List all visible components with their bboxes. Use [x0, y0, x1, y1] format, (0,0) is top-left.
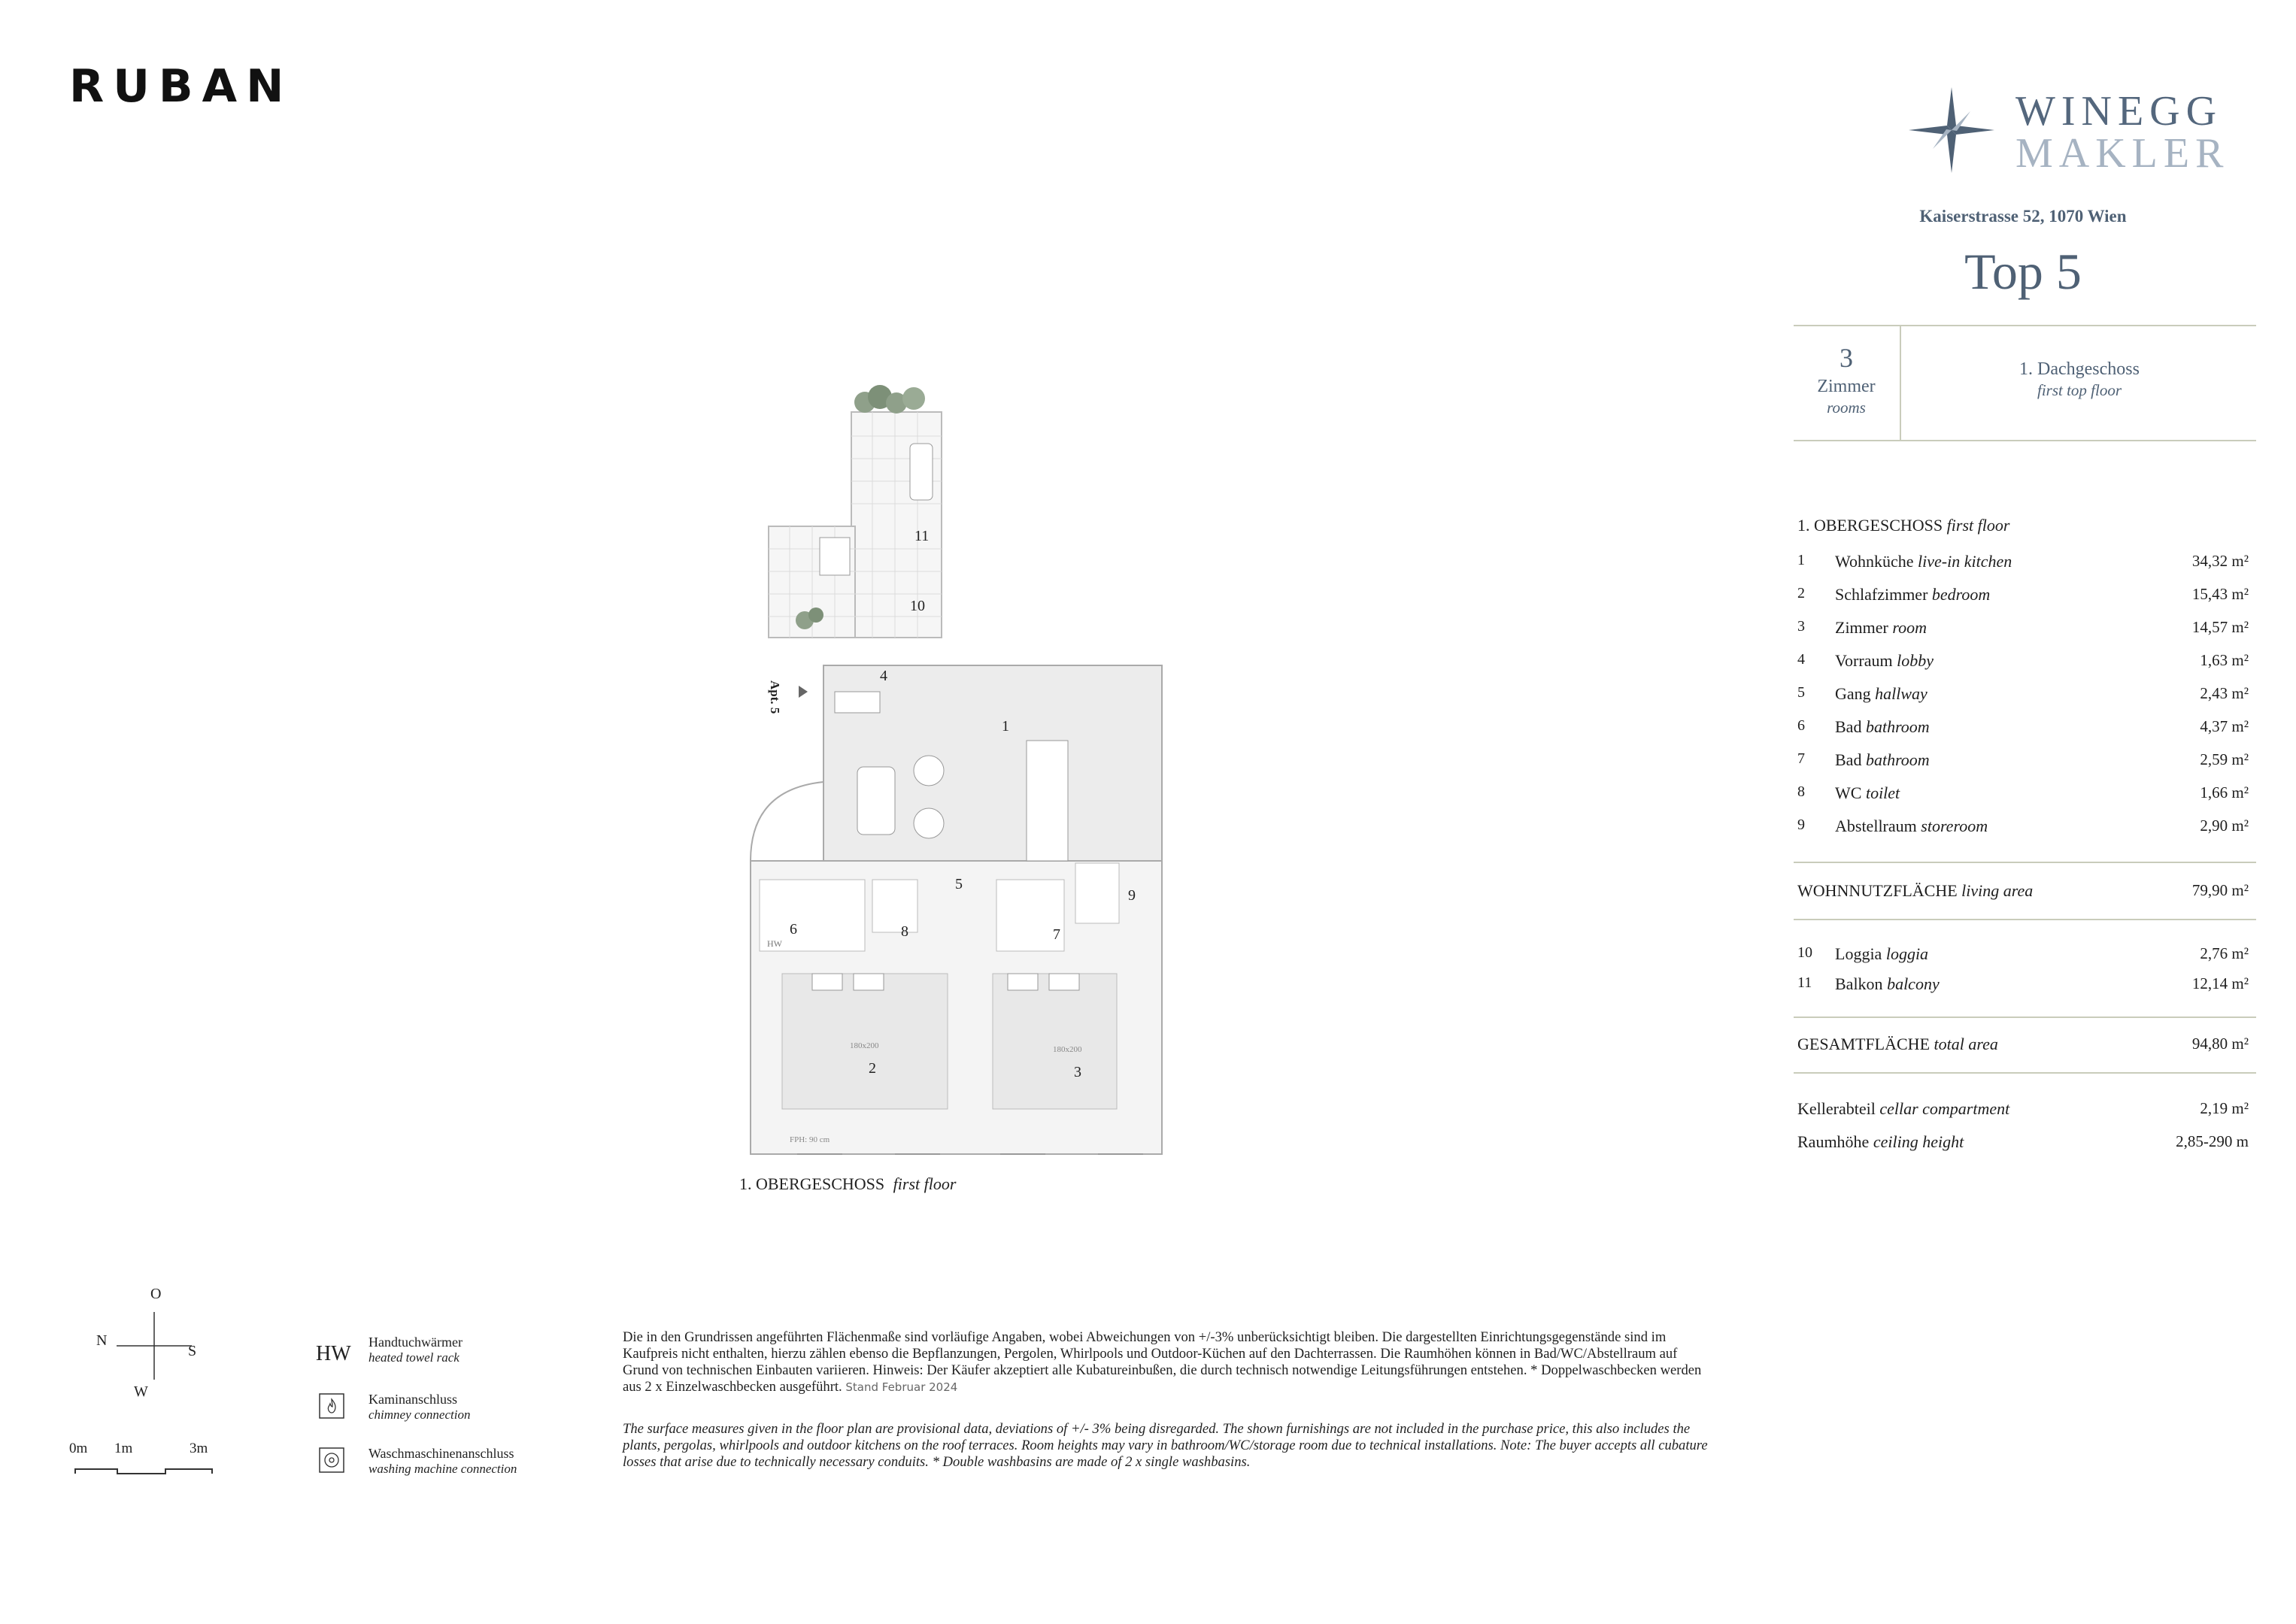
- list-item: [1797, 817, 2249, 839]
- property-address: Kaiserstrasse 52, 1070 Wien: [1919, 207, 2127, 226]
- total-area-value: 94,80 m²: [2191, 1035, 2249, 1053]
- living-area-en: living area: [1961, 881, 2034, 900]
- room-area: 34,32 m²: [2191, 552, 2249, 570]
- plan-caption-en: first floor: [893, 1174, 957, 1193]
- scale-1: 1m: [114, 1441, 133, 1456]
- entrance-arrow-icon: [799, 686, 808, 698]
- plan-caption: [739, 1174, 956, 1194]
- scale-0: 0m: [69, 1441, 88, 1456]
- room-area: 15,43 m²: [2191, 585, 2249, 603]
- ceiling-de: Raumhöhe: [1797, 1132, 1870, 1151]
- room-area: 1,63 m²: [2200, 651, 2249, 669]
- legend: [316, 1335, 602, 1485]
- hw-label: HW: [767, 938, 782, 949]
- compass-icon: [83, 1286, 226, 1413]
- list-item: [1797, 585, 2249, 607]
- logo-line2: MAKLER: [2015, 130, 2230, 177]
- logo-line1: WINEGG: [2015, 88, 2223, 135]
- divider: [1794, 1072, 2256, 1074]
- fph-label: FPH: 90 cm: [790, 1135, 830, 1144]
- list-item: [1797, 944, 2249, 967]
- room-label-4: 4: [880, 668, 887, 684]
- list-item: [1797, 974, 2249, 997]
- room-name-en: live-in kitchen: [1918, 552, 2012, 571]
- room-name-de: Gang: [1835, 684, 1871, 703]
- room-name-de: Loggia: [1835, 944, 1882, 963]
- legend-en: chimney connection: [369, 1407, 471, 1422]
- room-name-en: balcony: [1887, 974, 1940, 993]
- room-area: 1,66 m²: [2200, 783, 2249, 801]
- room-number: 4: [1797, 651, 1805, 668]
- room-area: 14,57 m²: [2191, 618, 2249, 636]
- room-number: 3: [1797, 618, 1805, 635]
- room-number: 11: [1797, 974, 1812, 991]
- bed-size-label: 180x200: [1053, 1045, 1082, 1054]
- legend-de: Handtuchwärmer: [369, 1335, 463, 1350]
- divider: [1794, 1017, 2256, 1018]
- bed-size-label: 180x200: [850, 1041, 879, 1050]
- list-item: [1797, 552, 2249, 574]
- disclaimer-german: [623, 1329, 1713, 1395]
- floor-label-en: first top floor: [2037, 381, 2122, 399]
- disclaimer-date: Stand Februar 2024: [845, 1380, 958, 1394]
- room-name-de: Zimmer: [1835, 618, 1888, 637]
- apartment-label: Apt. 5: [768, 680, 782, 714]
- compass-rose: [83, 1286, 226, 1413]
- room-area: 2,76 m²: [2200, 944, 2249, 962]
- disclaimer-german-text: Die in den Grundrissen angeführten Flächenmaße sind vorläufige Angaben, wobei Abweichungen von +/-3% unberücksichtigt bleiben. Die dargestellten Einrichtungsgegenstände sind im Kaufpreis nicht enthalten, hierzu zählen ebenso die Bepflanzungen, Pergolen, Whirlpools und Outdoor-Küchen auf den Dachterrassen. Die Raumhöhen können in Bad/WC/Abstellraum auf Grund von technischen Einbauten variieren. Hinweis: Der Käufer akzeptiert alle Kubatureinbußen, die durch technisch notwendige Leitungsführungen entstehen. * Doppelwaschbecken werden aus 2 x Einzelwaschbecken ausgeführt.: [623, 1329, 1702, 1395]
- unit-title: Top 5: [1964, 243, 2082, 300]
- room-number: 1: [1797, 552, 1805, 568]
- cellar-value: 2,19 m²: [2200, 1099, 2249, 1117]
- room-name-de: Balkon: [1835, 974, 1883, 993]
- list-item: [1797, 750, 2249, 773]
- compass-star-icon: [1903, 81, 2000, 179]
- room-name-de: Schlafzimmer: [1835, 585, 1928, 604]
- plan-caption-de: 1. OBERGESCHOSS: [739, 1174, 885, 1193]
- section-heading-de: 1. OBERGESCHOSS: [1797, 516, 1943, 535]
- legend-de: Kaminanschluss: [369, 1392, 457, 1407]
- floor-label-de: 1. Dachgeschoss: [2019, 359, 2140, 379]
- room-number: 8: [1797, 783, 1805, 800]
- room-name-en: storeroom: [1921, 817, 1988, 835]
- room-name-de: Wohnküche: [1835, 552, 1914, 571]
- room-number: 10: [1797, 944, 1812, 961]
- room-label-2: 2: [869, 1060, 876, 1077]
- room-name-en: toilet: [1865, 783, 1900, 802]
- room-number: 7: [1797, 750, 1805, 767]
- ceiling-en: ceiling height: [1873, 1132, 1964, 1151]
- legend-en: washing machine connection: [369, 1462, 517, 1476]
- divider: [1794, 325, 2256, 326]
- room-number: 6: [1797, 717, 1805, 734]
- compass-s: S: [188, 1343, 197, 1359]
- cellar-en: cellar compartment: [1879, 1099, 2010, 1118]
- apartment-walls: [751, 665, 1162, 1154]
- room-name-de: Abstellraum: [1835, 817, 1917, 835]
- room-label-10: 10: [910, 598, 925, 614]
- scale-3: 3m: [190, 1441, 208, 1456]
- room-name-en: bedroom: [1931, 585, 1991, 604]
- washing-machine-icon: [319, 1447, 344, 1473]
- divider: [1794, 440, 2256, 441]
- room-label-6: 6: [790, 921, 797, 938]
- divider: [1900, 325, 1901, 441]
- living-area-value: 79,90 m²: [2191, 881, 2249, 899]
- room-area: 12,14 m²: [2191, 974, 2249, 992]
- room-number: 5: [1797, 684, 1805, 701]
- room-area: 2,90 m²: [2200, 817, 2249, 835]
- total-area-de: GESAMTFLÄCHE: [1797, 1035, 1931, 1053]
- floor-plan: [722, 361, 1218, 1158]
- room-label-1: 1: [1002, 718, 1009, 735]
- room-name-de: WC: [1835, 783, 1862, 802]
- room-name-en: bathroom: [1865, 717, 1930, 736]
- ceiling-row: [1797, 1132, 2249, 1155]
- rooms-label-de: Zimmer: [1817, 377, 1876, 396]
- room-area: 4,37 m²: [2200, 717, 2249, 735]
- room-label-11: 11: [914, 528, 930, 544]
- room-label-9: 9: [1128, 887, 1136, 904]
- ceiling-value: 2,85-290 m: [2176, 1132, 2249, 1150]
- room-label-7: 7: [1053, 926, 1060, 943]
- ruban-logo: RUBAN: [69, 60, 293, 113]
- list-item: [1797, 783, 2249, 806]
- room-area: 2,59 m²: [2200, 750, 2249, 768]
- scale-ruler: [69, 1463, 220, 1478]
- room-label-3: 3: [1074, 1064, 1081, 1080]
- room-name-en: hallway: [1875, 684, 1927, 703]
- legend-en: heated towel rack: [369, 1350, 460, 1365]
- floor-summary: [1903, 359, 2256, 400]
- living-area-row: [1797, 881, 2249, 904]
- scale-bar: [69, 1441, 220, 1478]
- room-name-de: Bad: [1835, 750, 1862, 769]
- room-name-en: lobby: [1897, 651, 1934, 670]
- compass-n: N: [96, 1332, 108, 1349]
- room-name-de: Vorraum: [1835, 651, 1893, 670]
- list-item: [1797, 684, 2249, 707]
- legend-item: [369, 1446, 517, 1477]
- legend-hw-symbol: HW: [316, 1342, 351, 1365]
- room-name-en: loggia: [1885, 944, 1929, 963]
- room-name-de: Bad: [1835, 717, 1862, 736]
- room-area: 2,43 m²: [2200, 684, 2249, 702]
- flame-icon: [319, 1393, 344, 1419]
- compass-o: O: [150, 1286, 162, 1302]
- disclaimer-english: The surface measures given in the floor plan are provisional data, deviations of +/- 3% being disregarded. The shown furnishings are not included in the purchase price, this also includes the plants, pergolas, whirlpools and outdoor kitchens on the roof terraces. Room heights may vary in bathroom/WC/storage room due to technical installations. Note: The buyer accepts all cubature losses that arise due to technically necessary conduits. * Double washbasins are made of 2 x single washbasins.: [623, 1421, 1708, 1470]
- legend-de: Waschmaschinenanschluss: [369, 1446, 514, 1461]
- rooms-label-en: rooms: [1827, 398, 1866, 417]
- cellar-row: [1797, 1099, 2249, 1122]
- section-heading-en: first floor: [1946, 516, 2010, 535]
- divider: [1794, 919, 2256, 920]
- rooms-summary: [1794, 342, 1899, 417]
- floor-plan-drawing: [722, 361, 1218, 1158]
- list-item: [1797, 717, 2249, 740]
- rooms-count: 3: [1840, 343, 1853, 373]
- room-label-5: 5: [955, 876, 963, 892]
- room-label-8: 8: [901, 923, 908, 940]
- list-item: [1797, 618, 2249, 641]
- legend-item: [369, 1335, 463, 1365]
- living-area-de: WOHNNUTZFLÄCHE: [1797, 881, 1958, 900]
- room-number: 9: [1797, 817, 1805, 833]
- divider: [1794, 862, 2256, 863]
- compass-w: W: [134, 1383, 148, 1400]
- room-name-en: bathroom: [1865, 750, 1930, 769]
- room-name-en: room: [1892, 618, 1927, 637]
- room-number: 2: [1797, 585, 1805, 601]
- winegg-makler-logo: [1903, 81, 2256, 179]
- total-area-en: total area: [1934, 1035, 1998, 1053]
- section-heading: [1797, 516, 2009, 535]
- list-item: [1797, 651, 2249, 674]
- legend-item: [369, 1392, 470, 1423]
- total-area-row: [1797, 1035, 2249, 1057]
- cellar-de: Kellerabteil: [1797, 1099, 1876, 1118]
